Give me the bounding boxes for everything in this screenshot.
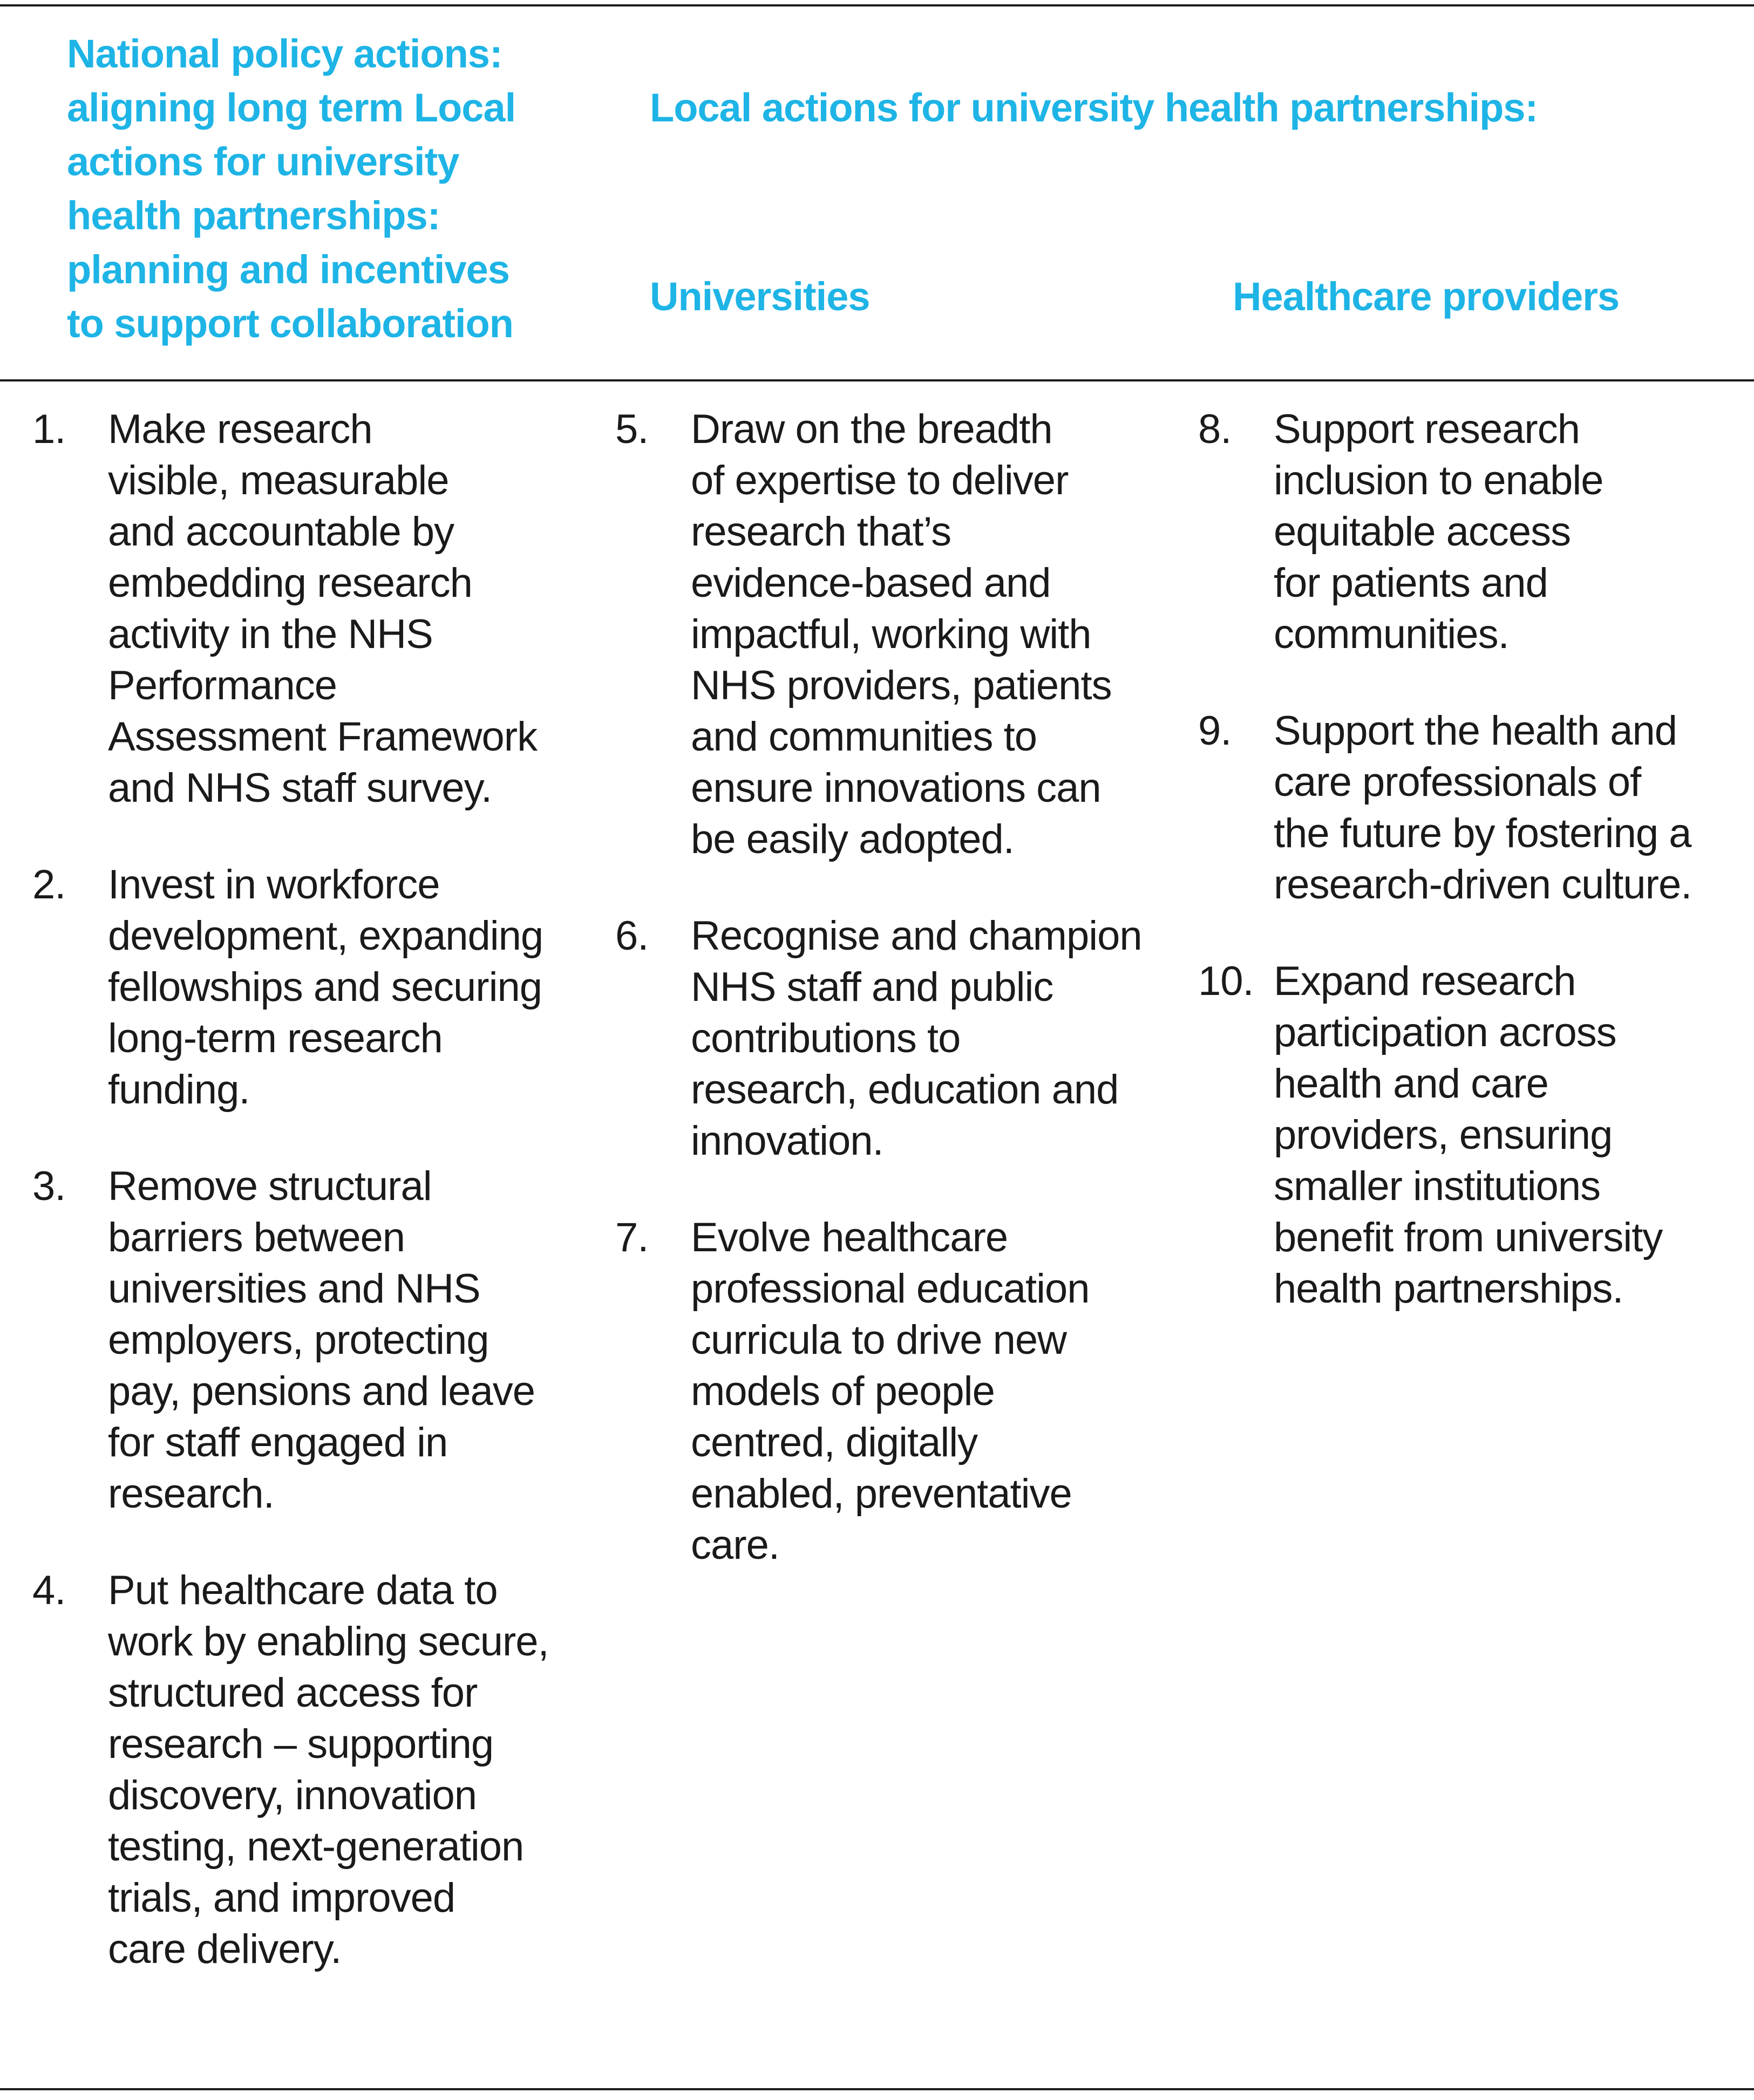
list-item: [32, 859, 572, 1115]
list-item: [32, 1161, 572, 1519]
item-text: Draw on the breadth of expertise to deliver research that’s evidence-based and impactful, working with NHS providers, patients and communities to ensure innovations can be easily adopted.: [691, 406, 1112, 862]
item-number: 6.: [615, 913, 649, 959]
item-number: 5.: [615, 406, 649, 452]
list-item: [615, 1212, 1177, 1571]
item-number: 10.: [1198, 958, 1254, 1004]
item-text: Recognise and champion NHS staff and public contributions to research, education and innovation.: [691, 913, 1142, 1164]
item-text: Support the health and care professionals of the future by fostering a research-driven culture.: [1274, 708, 1692, 908]
item-number: 7.: [615, 1215, 649, 1260]
item-text: Remove structural barriers between universities and NHS employers, protecting pay, pensions and leave for staff engaged in research.: [108, 1163, 535, 1517]
item-text: Make research visible, measurable and accountable by embedding research activity in the NHS Performance Assessment Framework and NHS staff survey.: [108, 406, 538, 811]
national-actions-column: [32, 404, 572, 1975]
list-item: [615, 404, 1177, 865]
item-number: 9.: [1198, 708, 1232, 754]
item-number: 2.: [32, 862, 66, 908]
item-number: 3.: [32, 1163, 66, 1209]
item-text: Expand research participation across health and care providers, ensuring smaller institutions benefit from university health partnerships.: [1274, 958, 1663, 1312]
item-text: Support research inclusion to enable equitable access for patients and communities.: [1274, 406, 1603, 657]
item-text: Put healthcare data to work by enabling secure, structured access for research – supporting discovery, innovation testing, next-generation trials, and improved care delivery.: [108, 1567, 549, 1972]
header-healthcare-providers: Healthcare providers: [1233, 274, 1620, 319]
item-number: 1.: [32, 406, 66, 452]
list-item: [32, 404, 572, 814]
bottom-rule: [0, 2088, 1754, 2090]
header-divider-rule: [0, 379, 1754, 381]
list-item: [1198, 404, 1743, 660]
universities-column: [615, 404, 1177, 1571]
list-item: [1198, 705, 1743, 910]
item-number: 4.: [32, 1567, 66, 1613]
list-item: [1198, 956, 1743, 1314]
header-universities: Universities: [650, 274, 870, 319]
header-local-actions: Local actions for university health partnerships:: [650, 85, 1538, 130]
header-national-policy-actions: National policy actions: aligning long term Local actions for university health partnerships: planning and incentives to support collaboration: [67, 31, 516, 346]
list-item: [615, 910, 1177, 1167]
top-rule: [0, 4, 1754, 6]
list-item: [32, 1565, 572, 1975]
healthcare-providers-column: [1198, 404, 1743, 1314]
item-text: Evolve healthcare professional education curricula to drive new models of people centred, digitally enabled, preventative care.: [691, 1215, 1090, 1568]
item-number: 8.: [1198, 406, 1232, 452]
item-text: Invest in workforce development, expanding fellowships and securing long-term research funding.: [108, 862, 543, 1113]
